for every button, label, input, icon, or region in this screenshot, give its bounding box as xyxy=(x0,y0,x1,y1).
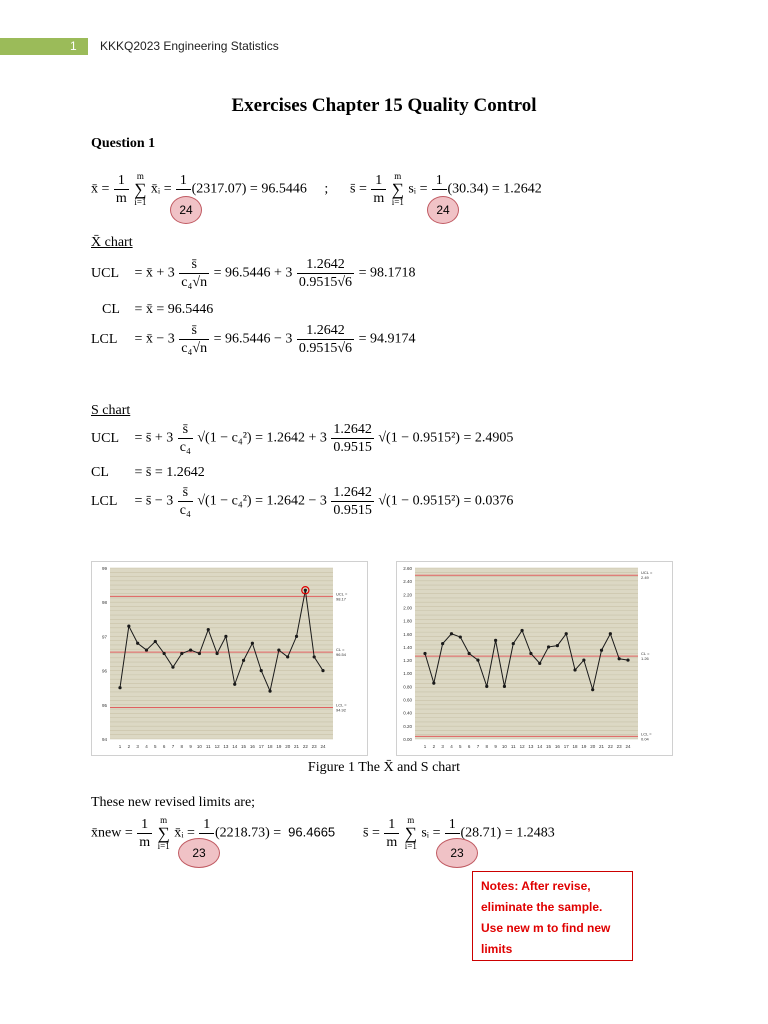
xbar-chart-data-point xyxy=(251,642,254,645)
s-cl-label: CL xyxy=(91,465,109,480)
circled-m-23-x: 23 xyxy=(178,838,220,868)
s-ucl-fd: c₄ xyxy=(179,440,191,455)
xbar-chart-data-point xyxy=(207,628,210,631)
s-chart-lcl-label: LCL = xyxy=(641,731,652,737)
s-chart-xtick-label: 3 xyxy=(441,744,444,749)
s-chart-cl-label: CL = xyxy=(641,651,650,657)
xbar-chart-data-point xyxy=(313,655,316,658)
s-ucl-lhs: = s̄ + 3 xyxy=(134,430,174,446)
sbar-term: sᵢ = xyxy=(408,181,428,197)
s-chart-data-point xyxy=(538,662,541,665)
xbar-frac-n: 1 xyxy=(114,172,129,190)
xbar-chart-data-point xyxy=(295,635,298,638)
sbar-rhs: (30.34) = 1.2642 xyxy=(447,181,542,197)
sbar-formula: s̄ = $\frac{1}{m}$ m ∑ i=1 sᵢ = 1 (30.34) = 1.2642 xyxy=(350,171,542,207)
snew-sum-top: m xyxy=(407,815,415,825)
xbar-chart-xtick-label: 23 xyxy=(311,744,317,749)
xbar-cl xyxy=(91,302,213,318)
notes-box: Notes: After revise, eliminate the sample. Use new m to find new limits xyxy=(472,871,633,961)
xbar-chart-xtick-label: 2 xyxy=(127,744,131,749)
snew-term: sᵢ = xyxy=(421,825,441,841)
xbar-chart-data-point xyxy=(260,669,263,672)
xbar-chart-xtick-label: 18 xyxy=(267,744,273,749)
s-cl xyxy=(91,465,205,481)
xnew-frac-d: m xyxy=(139,835,151,850)
xbar-lcl-lhs: = x̄ − 3 xyxy=(134,331,175,347)
s-lcl-label: LCL xyxy=(91,493,118,509)
xnew-sum-bot: i=1 xyxy=(157,841,170,851)
xbar-cl-label: CL xyxy=(102,302,120,317)
s-chart-data-point xyxy=(565,632,568,635)
xbar-lcl-vd: 0.9515√6 xyxy=(298,341,353,356)
s-ucl-fn: s̄ xyxy=(178,421,193,439)
s-chart-ytick-label: 0.20 xyxy=(403,723,412,729)
s-chart-xtick-label: 6 xyxy=(467,744,471,749)
xbar-ucl-lhs: = x̄ + 3 xyxy=(134,265,175,281)
s-chart-data-point xyxy=(512,642,515,645)
s-chart-xtick-label: 13 xyxy=(528,744,534,749)
s-lcl-root: √(1 − c₄²) xyxy=(197,493,252,509)
s-chart-ytick-label: 0.60 xyxy=(403,697,412,703)
question-label: Question 1 xyxy=(91,136,156,151)
s-chart-xtick-label: 23 xyxy=(616,744,622,749)
xbar-chart-data-point xyxy=(286,655,289,658)
xbar-ucl xyxy=(91,256,415,291)
page-title: Exercises Chapter 15 Quality Control xyxy=(231,95,537,116)
s-chart-data-point xyxy=(609,632,612,635)
xbar-chart-ytick-label: 97 xyxy=(101,634,107,640)
circled-m-24-x: 24 xyxy=(170,196,202,224)
xbar-chart-xtick-label: 7 xyxy=(171,744,175,749)
xbar-chart-xtick-label: 8 xyxy=(180,744,184,749)
xbar-chart-xtick-label: 16 xyxy=(249,744,255,749)
s-chart-data-point xyxy=(547,645,550,648)
xbar-ucl-fd: c₄√n xyxy=(181,275,208,290)
s-lcl-result: = 0.0376 xyxy=(463,493,514,509)
xbar-chart-data-point xyxy=(233,683,236,686)
s-ucl-vn: 1.2642 xyxy=(333,422,372,437)
xbar-chart-svg xyxy=(92,562,367,755)
s-chart-xtick-label: 9 xyxy=(494,744,497,749)
s-control-chart xyxy=(396,561,673,756)
xbar-chart-data-point xyxy=(171,666,174,669)
s-chart-xtick-label: 10 xyxy=(501,744,507,749)
s-chart-xtick-label: 1 xyxy=(423,744,427,749)
s-chart-xtick-label: 16 xyxy=(554,744,560,749)
xbar-chart-cl-label: CL = xyxy=(336,647,345,653)
xbar-chart-data-point xyxy=(277,648,280,651)
s-chart-xtick-label: 5 xyxy=(459,744,462,749)
s-chart-data-point xyxy=(459,635,462,638)
s-chart-data-point xyxy=(476,658,479,661)
xnew-rhs: (2218.73) = xyxy=(214,825,282,841)
xnew-term: x̄ᵢ = xyxy=(174,825,195,841)
xbar-chart-cl-value: 96.54 xyxy=(336,652,347,658)
s-ucl-root2: √(1 − 0.9515²) xyxy=(378,430,460,446)
s-chart-xtick-label: 4 xyxy=(450,744,453,749)
s-chart-data-point xyxy=(618,657,621,660)
xbar-lcl-label: LCL xyxy=(91,331,118,347)
s-chart-cl-value: 1.26 xyxy=(641,656,649,662)
s-chart-data-point xyxy=(432,681,435,684)
s-lcl-root2: √(1 − 0.9515²) xyxy=(378,493,460,509)
xbar-cl-text: = x̄ = 96.5446 xyxy=(134,302,214,317)
s-ucl-root: √(1 − c₄²) xyxy=(197,430,252,446)
xbar-chart-ytick-label: 98 xyxy=(101,600,107,606)
xbar-chart-xtick-label: 19 xyxy=(276,744,282,749)
s-chart-xtick-label: 7 xyxy=(476,744,480,749)
snew-lhs: s̄ = xyxy=(363,825,380,841)
s-chart-ytick-label: 0.40 xyxy=(403,710,412,716)
xbar-chart-xtick-label: 3 xyxy=(136,744,139,749)
s-chart-data-point xyxy=(450,632,453,635)
s-ucl-result: = 2.4905 xyxy=(463,430,514,446)
xbar-chart-xtick-label: 14 xyxy=(232,744,238,749)
xbar-chart-data-point xyxy=(215,652,218,655)
xbar-chart-ucl-label: UCL = xyxy=(336,591,348,597)
s-chart-xtick-label: 20 xyxy=(590,744,596,749)
s-chart-svg xyxy=(397,562,672,755)
s-chart-xtick-label: 12 xyxy=(519,744,525,749)
sbar-lhs: s̄ = xyxy=(350,181,367,197)
s-ucl-label: UCL xyxy=(91,430,119,446)
xbar-ucl-result: = 98.1718 xyxy=(358,265,416,281)
xbar-chart-xtick-label: 21 xyxy=(294,744,300,749)
xbar-lcl-mid: = 96.5446 − 3 xyxy=(213,331,293,347)
xbar-chart-data-point xyxy=(242,659,245,662)
s-chart-data-point xyxy=(582,658,585,661)
xbar-ucl-label: UCL xyxy=(91,265,119,281)
xbar-chart-xtick-label: 10 xyxy=(196,744,202,749)
s-chart-ytick-label: 1.60 xyxy=(403,631,412,637)
s-chart-heading: S chart xyxy=(91,403,131,418)
s-chart-data-point xyxy=(529,652,532,655)
xbar-lcl-vn: 1.2642 xyxy=(297,322,354,340)
xbar-chart-xtick-label: 9 xyxy=(189,744,192,749)
s-chart-xtick-label: 24 xyxy=(625,744,631,749)
s-lcl-vn: 1.2642 xyxy=(333,485,372,500)
s-chart-ytick-label: 2.20 xyxy=(403,592,412,598)
xbar-formula: x̄ = $\frac{1}{m}$ m ∑ i=1 x̄ᵢ = 1 (2317.07) = 96.5446 ; xyxy=(91,171,329,207)
s-cl-text: = s̄ = 1.2642 xyxy=(134,465,205,480)
s-ucl xyxy=(91,421,513,456)
s-chart-ytick-label: 1.00 xyxy=(403,671,412,677)
xbar-chart-lcl-value: 94.92 xyxy=(336,707,347,713)
xbar-chart-data-point xyxy=(321,669,324,672)
xbar-chart-xtick-label: 13 xyxy=(223,744,229,749)
xbar-lhs: x̄ = xyxy=(91,181,110,197)
xbar-lcl xyxy=(91,322,415,357)
xbar-sum-top: m xyxy=(136,171,144,181)
xbar-chart-data-point xyxy=(163,652,166,655)
sbar-sum-top: m xyxy=(394,171,402,181)
s-chart-data-point xyxy=(573,668,576,671)
snew-frac-d: m xyxy=(386,835,398,850)
sbar-sum-bot: i=1 xyxy=(391,197,404,207)
snew-frac-n: 1 xyxy=(384,816,399,834)
s-lcl-fd: c₄ xyxy=(179,503,191,518)
xbar-chart-xtick-label: 1 xyxy=(118,744,122,749)
xbar-one: 1 xyxy=(176,172,191,190)
xbar-chart-xtick-label: 11 xyxy=(205,744,211,749)
s-chart-data-point xyxy=(485,685,488,688)
xbar-chart-xtick-label: 24 xyxy=(320,744,326,749)
xbar-chart-xtick-label: 6 xyxy=(162,744,166,749)
s-chart-ucl-label: UCL = xyxy=(641,570,653,576)
s-chart-data-point xyxy=(468,652,471,655)
s-ucl-mid: = 1.2642 + 3 xyxy=(255,430,327,446)
sbar-frac-n: 1 xyxy=(371,172,386,190)
xbar-ucl-fn: s̄ xyxy=(179,256,209,274)
s-chart-xtick-label: 14 xyxy=(537,744,543,749)
xbar-chart-data-point xyxy=(304,589,307,592)
xbar-lcl-result: = 94.9174 xyxy=(358,331,416,347)
xbar-chart-ytick-label: 99 xyxy=(101,566,107,571)
xnew-frac-n: 1 xyxy=(137,816,152,834)
xbar-sum-bot: i=1 xyxy=(134,197,147,207)
xnew-formula: x̄new = $\frac{1}{m}$ m ∑ i=1 x̄ᵢ = 1 (2218.73) = 96.4665 xyxy=(91,815,336,851)
xbar-chart-xtick-label: 4 xyxy=(145,744,148,749)
page-number: 1 xyxy=(70,39,77,53)
xbar-chart-data-point xyxy=(189,648,192,651)
xbar-ucl-vd: 0.9515√6 xyxy=(298,275,353,290)
xbar-chart-data-point xyxy=(127,625,130,628)
xbar-chart-data-point xyxy=(198,652,201,655)
snew-rhs: (28.71) = 1.2483 xyxy=(460,825,555,841)
xbar-chart-xtick-label: 22 xyxy=(302,744,308,749)
s-chart-xtick-label: 19 xyxy=(581,744,587,749)
xbar-chart-data-point xyxy=(224,635,227,638)
sbar-frac-d: m xyxy=(373,191,385,206)
s-chart-xtick-label: 18 xyxy=(572,744,578,749)
xbar-chart-lcl-label: LCL = xyxy=(336,702,347,708)
snew-formula: s̄ = $\frac{1}{m}$ m ∑ i=1 sᵢ = 1 (28.71) = 1.2483 xyxy=(363,815,555,851)
xnew-one: 1 xyxy=(199,816,214,834)
s-chart-xtick-label: 11 xyxy=(510,744,516,749)
s-chart-ytick-label: 2.00 xyxy=(403,605,412,611)
s-chart-data-point xyxy=(423,652,426,655)
s-chart-xtick-label: 17 xyxy=(563,744,569,749)
s-chart-ytick-label: 2.40 xyxy=(403,579,412,585)
s-chart-ytick-label: 2.60 xyxy=(403,566,412,571)
xbar-chart-xtick-label: 15 xyxy=(241,744,247,749)
snew-sum-bot: i=1 xyxy=(404,841,417,851)
s-lcl-fn: s̄ xyxy=(178,484,193,502)
s-chart-xtick-label: 2 xyxy=(432,744,436,749)
s-chart-xtick-label: 22 xyxy=(607,744,613,749)
xbar-frac-d: m xyxy=(115,191,127,206)
s-chart-ytick-label: 0.80 xyxy=(403,684,412,690)
xbar-lcl-fn: s̄ xyxy=(179,322,209,340)
circled-m-23-s: 23 xyxy=(436,838,478,868)
s-chart-data-point xyxy=(556,644,559,647)
xbar-chart-xtick-label: 5 xyxy=(154,744,157,749)
xbar-chart-xtick-label: 17 xyxy=(258,744,264,749)
xbar-chart-ucl-value: 98.17 xyxy=(336,596,347,602)
xbar-chart-data-point xyxy=(180,652,183,655)
course-title: KKKQ2023 Engineering Statistics xyxy=(100,39,279,53)
s-lcl-vd: 0.9515 xyxy=(333,503,372,518)
xbar-chart-xtick-label: 20 xyxy=(285,744,291,749)
s-chart-data-point xyxy=(591,688,594,691)
xbar-chart-xtick-label: 12 xyxy=(214,744,220,749)
xnew-sum-top: m xyxy=(160,815,168,825)
s-chart-ytick-label: 1.20 xyxy=(403,658,412,664)
xbar-sep: ; xyxy=(324,181,329,197)
xbar-chart-data-point xyxy=(136,642,139,645)
s-lcl xyxy=(91,484,513,519)
xbar-chart-ytick-label: 94 xyxy=(101,737,107,742)
s-chart-xtick-label: 15 xyxy=(546,744,552,749)
s-chart-xtick-label: 21 xyxy=(599,744,605,749)
xbar-chart-data-point xyxy=(145,648,148,651)
s-chart-data-point xyxy=(503,685,506,688)
s-chart-lcl-value: 0.04 xyxy=(641,736,649,742)
xnew-lhs: x̄new = xyxy=(91,825,133,841)
xbar-ucl-mid: = 96.5446 + 3 xyxy=(213,265,293,281)
xbar-term: x̄ᵢ = xyxy=(150,181,172,197)
s-chart-data-point xyxy=(600,649,603,652)
xbar-chart-data-point xyxy=(268,690,271,693)
s-chart-data-point xyxy=(441,642,444,645)
xbar-lcl-fd: c₄√n xyxy=(181,341,208,356)
s-chart-ytick-label: 0.00 xyxy=(403,737,412,742)
s-chart-ytick-label: 1.80 xyxy=(403,618,412,624)
sbar-one: 1 xyxy=(432,172,447,190)
xbar-chart-data-point xyxy=(118,686,121,689)
circled-m-24-s: 24 xyxy=(427,196,459,224)
s-chart-xtick-label: 8 xyxy=(485,744,489,749)
xnew-value: 96.4665 xyxy=(288,824,336,840)
s-chart-data-point xyxy=(520,629,523,632)
xbar-control-chart xyxy=(91,561,368,756)
xbar-chart-ytick-label: 96 xyxy=(101,668,107,674)
xbar-chart-data-point xyxy=(154,640,157,643)
xbar-ucl-vn: 1.2642 xyxy=(297,256,354,274)
s-chart-data-point xyxy=(494,639,497,642)
s-lcl-mid: = 1.2642 − 3 xyxy=(255,493,327,509)
xbar-rhs: (2317.07) = 96.5446 xyxy=(191,181,307,197)
s-chart-ucl-value: 2.49 xyxy=(641,575,649,581)
snew-one: 1 xyxy=(445,816,460,834)
s-chart-ytick-label: 1.40 xyxy=(403,644,412,650)
xbar-chart-ytick-label: 95 xyxy=(101,702,107,708)
figure-caption: Figure 1 The X̄ and S chart xyxy=(307,760,461,775)
revised-intro: These new revised limits are; xyxy=(91,795,256,810)
s-chart-data-point xyxy=(626,658,629,661)
s-lcl-lhs: = s̄ − 3 xyxy=(134,493,174,509)
xbar-chart-heading: X̄ chart xyxy=(91,235,133,250)
s-ucl-vd: 0.9515 xyxy=(333,440,372,455)
